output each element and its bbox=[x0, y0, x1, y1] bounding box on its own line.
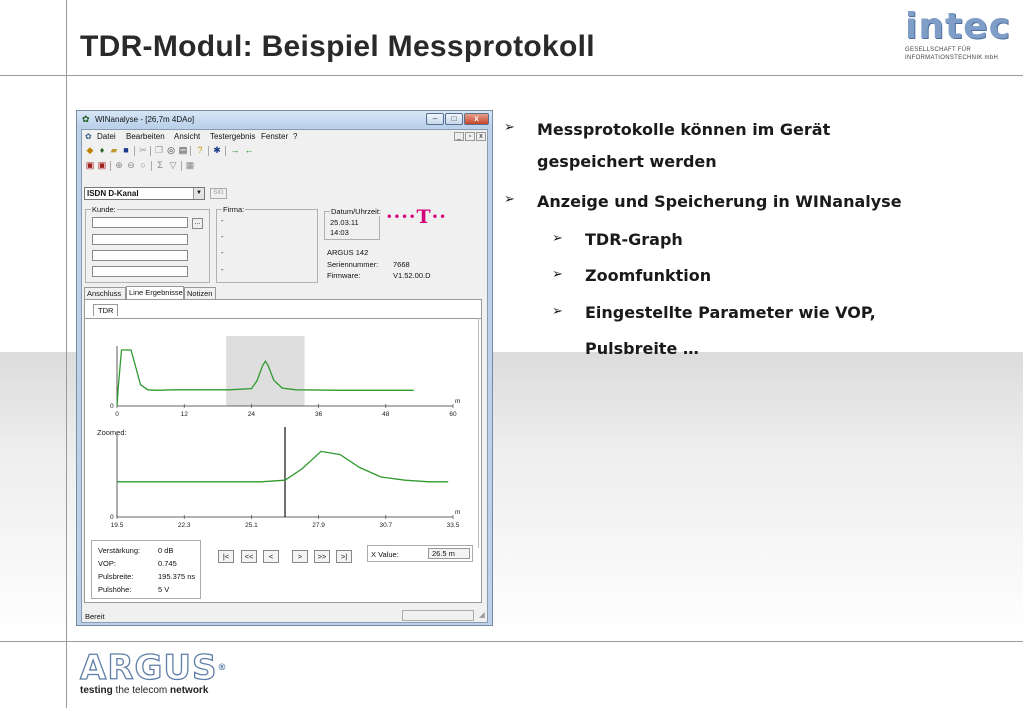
open-folder-icon[interactable]: ▰ bbox=[110, 145, 118, 155]
xvalue-label: X Value: bbox=[371, 550, 399, 559]
print-icon[interactable]: ▤ bbox=[178, 145, 188, 155]
report2-icon[interactable]: ▣ bbox=[97, 160, 107, 170]
channel-select[interactable] bbox=[84, 187, 205, 200]
zoom-in-icon[interactable]: ⊕ bbox=[115, 160, 123, 170]
menu-bar bbox=[82, 130, 487, 143]
help-icon[interactable]: ? bbox=[197, 145, 203, 155]
bullet-arrow-icon: ➢ bbox=[504, 120, 515, 135]
argus-logo-text: ARGUS bbox=[80, 648, 218, 688]
x-tick-label: 0 bbox=[115, 411, 119, 418]
nav-first-button[interactable]: |< bbox=[218, 550, 234, 563]
x-tick-label: 12 bbox=[180, 411, 188, 418]
menu-ansicht[interactable]: Ansicht bbox=[174, 132, 201, 141]
firmware-value: V1.52.00.D bbox=[393, 271, 431, 280]
find-icon[interactable]: ◎ bbox=[167, 145, 175, 155]
kunde-field-1[interactable] bbox=[92, 217, 188, 228]
argus-tag-mid: the telecom bbox=[112, 685, 171, 696]
channel-select-value: ISDN D-Kanal bbox=[87, 189, 139, 198]
maximize-button[interactable]: □ bbox=[445, 113, 463, 125]
x-tick-label: 24 bbox=[247, 411, 256, 418]
kunde-field-4[interactable] bbox=[92, 266, 188, 277]
toolbar-view bbox=[82, 159, 487, 173]
toolbar-separator bbox=[190, 146, 191, 156]
param-label: Pulsbreite: bbox=[98, 572, 134, 581]
table-icon[interactable]: ▦ bbox=[185, 160, 195, 170]
frame-top-line bbox=[0, 75, 1023, 76]
chevron-down-icon[interactable]: ▼ bbox=[193, 188, 204, 199]
close-button[interactable]: x bbox=[464, 113, 489, 125]
toolbar-separator bbox=[134, 146, 135, 156]
save-icon[interactable]: ■ bbox=[123, 145, 129, 155]
x-unit-label: m bbox=[455, 509, 461, 516]
bullet-item: Messprotokolle können im Gerät bbox=[537, 120, 831, 139]
firmware-label: Firmware: bbox=[327, 271, 361, 280]
slide-title: TDR-Modul: Beispiel Messprotokoll bbox=[80, 30, 595, 63]
window-title: WINanalyse - [26,7m 4DAo] bbox=[95, 115, 195, 124]
xvalue-field[interactable]: 26.5 m bbox=[428, 548, 470, 559]
x-tick-label: 27.9 bbox=[312, 522, 325, 529]
x-tick-label: 33.5 bbox=[446, 522, 460, 529]
param-label: Verstärkung: bbox=[98, 546, 141, 555]
x-tick-label: 36 bbox=[314, 411, 323, 418]
nav-last-button[interactable]: >| bbox=[336, 550, 352, 563]
nav-back-button[interactable]: < bbox=[263, 550, 279, 563]
argus-tagline bbox=[80, 685, 228, 696]
nav-fast-forward-button[interactable]: >> bbox=[314, 550, 330, 563]
arrow-left-icon[interactable]: ← bbox=[244, 145, 254, 155]
tab-notizen[interactable]: Notizen bbox=[184, 287, 216, 299]
bullet-arrow-icon: ➢ bbox=[504, 192, 515, 207]
x-tick-label: 19.5 bbox=[110, 522, 124, 529]
cut-icon[interactable]: ✂ bbox=[139, 145, 147, 155]
kunde-group bbox=[85, 205, 210, 283]
toolbar-main bbox=[82, 144, 487, 158]
firma-line: - bbox=[221, 232, 224, 241]
winanalyse-window bbox=[76, 110, 493, 626]
toolbar-separator bbox=[110, 161, 111, 171]
menu-bearbeiten[interactable]: Bearbeiten bbox=[126, 132, 165, 141]
filter-icon[interactable]: ▽ bbox=[169, 160, 177, 170]
sub-bullet-arrow-icon: ➢ bbox=[552, 231, 563, 246]
kunde-label: Kunde: bbox=[92, 205, 116, 214]
device-icon[interactable]: ♦ bbox=[99, 145, 105, 155]
arrow-right-icon[interactable]: → bbox=[230, 145, 240, 155]
sub-bullet-item: Pulsbreite … bbox=[585, 339, 699, 358]
report-icon[interactable]: ▣ bbox=[85, 160, 95, 170]
argus-logo-word bbox=[80, 648, 228, 688]
zoom-label: Zoomed: bbox=[97, 428, 127, 437]
argus-reg-mark: ® bbox=[217, 663, 228, 673]
toolbar-separator bbox=[181, 161, 182, 171]
firma-line: - bbox=[221, 216, 224, 225]
nav-fast-back-button[interactable]: << bbox=[241, 550, 257, 563]
status-text: Bereit bbox=[85, 612, 105, 621]
tdr-series-line bbox=[117, 451, 448, 481]
firma-group bbox=[216, 205, 318, 283]
param-label: VOP: bbox=[98, 559, 116, 568]
toolbar-separator bbox=[150, 146, 151, 156]
kunde-field-2[interactable] bbox=[92, 234, 188, 245]
date-value: 25.03.11 bbox=[330, 218, 359, 227]
sum-icon[interactable]: Σ bbox=[157, 160, 163, 170]
frame-vertical-line bbox=[66, 0, 67, 708]
sub-bullet-item: Zoomfunktion bbox=[585, 266, 712, 285]
menu-testergebnis[interactable]: Testergebnis bbox=[210, 132, 256, 141]
time-value: 14:03 bbox=[330, 228, 349, 237]
xvalue-box bbox=[367, 545, 473, 562]
x-tick-label: 25.1 bbox=[245, 522, 258, 529]
mdi-restore-button[interactable]: ▫ bbox=[465, 132, 475, 141]
sub-bullet-item: Eingestellte Parameter wie VOP, bbox=[585, 303, 876, 322]
frame-bottom-line bbox=[0, 641, 1023, 642]
tab-anschluss[interactable]: Anschluss bbox=[84, 287, 126, 299]
y-origin-label: 0 bbox=[110, 403, 114, 410]
firma-label: Firma: bbox=[223, 205, 245, 214]
kunde-field-3[interactable] bbox=[92, 250, 188, 261]
mdi-minimize-button[interactable]: _ bbox=[454, 132, 464, 141]
toolbar-separator bbox=[225, 146, 226, 156]
param-label: Pulshöhe: bbox=[98, 585, 132, 594]
tdr-plots bbox=[85, 318, 481, 548]
x-tick-label: 48 bbox=[382, 411, 390, 418]
resize-grip-icon[interactable]: ◢ bbox=[479, 610, 485, 619]
telekom-logo: ····T·· bbox=[386, 206, 447, 228]
param-value: 5 V bbox=[158, 585, 170, 594]
param-value: 0 dB bbox=[158, 546, 174, 555]
y-origin-label: 0 bbox=[110, 514, 114, 521]
tab-tdr[interactable]: TDR bbox=[93, 304, 118, 316]
datetime-group bbox=[324, 207, 382, 240]
x-tick-label: 60 bbox=[449, 411, 457, 418]
minimize-button[interactable]: – bbox=[426, 113, 444, 125]
window-titlebar[interactable] bbox=[77, 111, 492, 128]
app-icon: ✿ bbox=[82, 114, 90, 124]
intec-logo-word: intec bbox=[905, 6, 1011, 47]
argus-logo bbox=[80, 648, 228, 696]
x-unit-label: m bbox=[455, 398, 461, 405]
connect-icon[interactable]: ◆ bbox=[86, 145, 94, 155]
sub-bullet-arrow-icon: ➢ bbox=[552, 304, 563, 319]
serial-value: 7668 bbox=[393, 260, 410, 269]
sub-bullet-item: TDR-Graph bbox=[585, 230, 683, 249]
menu-help[interactable]: ? bbox=[293, 132, 298, 141]
x-tick-label: 30.7 bbox=[379, 522, 393, 529]
results-panel bbox=[84, 299, 482, 603]
copy-icon[interactable]: ❐ bbox=[154, 145, 164, 155]
window-client-area bbox=[81, 129, 488, 623]
menu-datei[interactable]: Datei bbox=[97, 132, 116, 141]
context-help-icon[interactable]: ✱ bbox=[213, 145, 221, 155]
nav-forward-button[interactable]: > bbox=[292, 550, 308, 563]
mdi-close-button[interactable]: x bbox=[476, 132, 486, 141]
toolbar-separator bbox=[208, 146, 209, 156]
argus-tag-post: network bbox=[170, 685, 209, 696]
kunde-browse-button[interactable]: ... bbox=[192, 218, 203, 229]
datetime-label: Datum/Uhrzeit: bbox=[331, 207, 382, 216]
status-pane bbox=[402, 610, 474, 621]
x-tick-label: 22.3 bbox=[177, 522, 191, 529]
param-value: 0.745 bbox=[158, 559, 177, 568]
intec-logo-line1: GESELLSCHAFT FÜR bbox=[905, 47, 972, 53]
argus-tag-pre: testing bbox=[80, 685, 113, 696]
parameter-box bbox=[91, 540, 201, 599]
firma-line: - bbox=[221, 265, 224, 274]
status-bar bbox=[82, 610, 487, 622]
mdi-doc-icon: ✿ bbox=[85, 132, 92, 141]
zoom-out-icon[interactable]: ⊖ bbox=[127, 160, 135, 170]
menu-fenster[interactable]: Fenster bbox=[261, 132, 289, 141]
signal-button[interactable]: SIG bbox=[210, 188, 227, 199]
bullet-item: gespeichert werden bbox=[537, 152, 717, 171]
param-value: 195.375 ns bbox=[158, 572, 196, 581]
zoom-region[interactable] bbox=[226, 336, 304, 406]
bullet-item: Anzeige und Speicherung in WINanalyse bbox=[537, 192, 902, 211]
sub-bullet-arrow-icon: ➢ bbox=[552, 267, 563, 282]
tab-line-ergebnisse[interactable]: Line Ergebnisse bbox=[126, 286, 184, 299]
serial-label: Seriennummer: bbox=[327, 260, 379, 269]
toolbar-separator bbox=[151, 161, 152, 171]
intec-logo bbox=[905, 8, 1015, 62]
firma-line: - bbox=[221, 248, 224, 257]
intec-logo-line2: INFORMATIONSTECHNIK mbH bbox=[905, 55, 999, 61]
device-name: ARGUS 142 bbox=[327, 248, 369, 257]
zoom-icon[interactable]: ○ bbox=[140, 160, 146, 170]
